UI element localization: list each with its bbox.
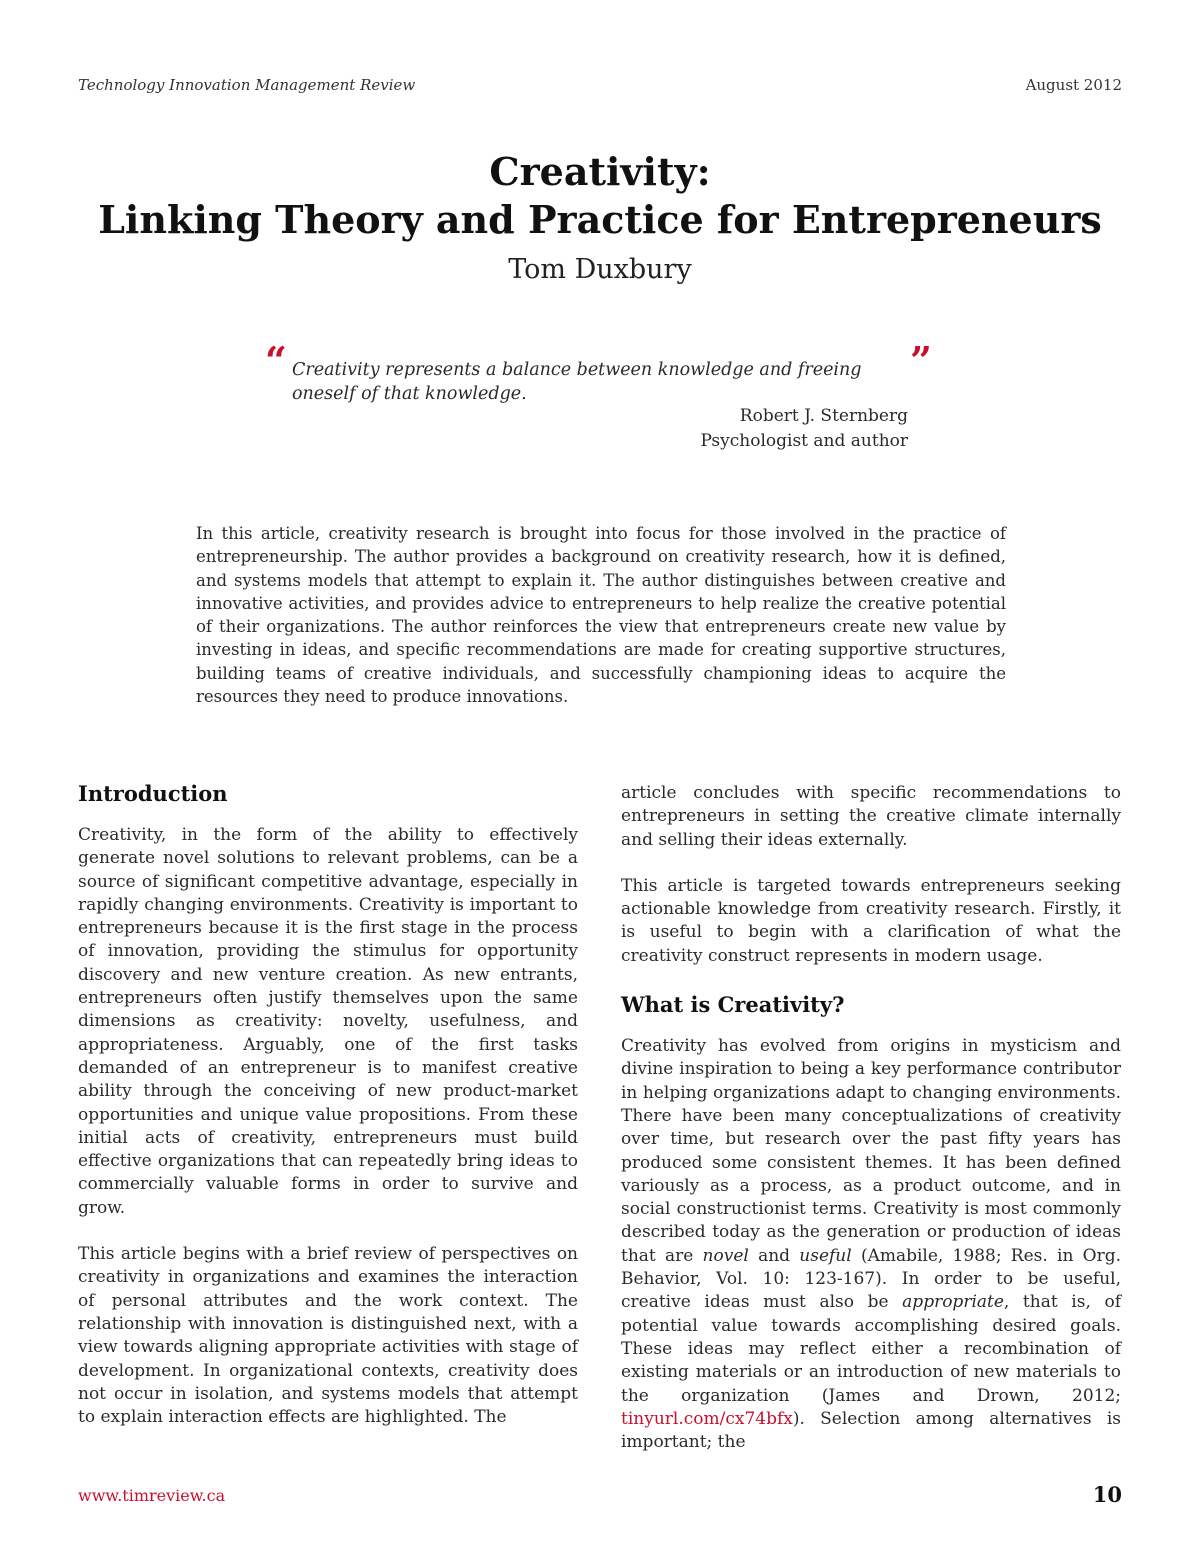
attribution-name: Robert J. Sternberg [739, 406, 908, 426]
article-title-line1: Creativity: [489, 149, 711, 194]
author-name: Tom Duxbury [508, 254, 692, 285]
text-span: , that is, of potential value towards accomplishing desired goals. These ideas may reflect either a recombination of existing materials or an introduction of new materials to the organization (James and Drown, 2012; [621, 1292, 1121, 1406]
emphasis-appropriate: appropriate [902, 1292, 1004, 1313]
close-quote-icon: ” [910, 338, 932, 383]
title-block [0, 148, 1200, 288]
right-column [621, 782, 1121, 1477]
epigraph-quote [265, 338, 935, 462]
page-number: 10 [1092, 1482, 1122, 1507]
section-heading-introduction: Introduction [78, 781, 228, 806]
text-span: Creativity has evolved from origins in mysticism and divine inspiration to being a key performance contributor in helping organizations adapt to changing environments. There have been many conceptualizations of creativity over time, but research over the past fifty years has produced some consistent themes. It has been defined variously as a process, as a product outcome, and in social constructionist terms. Creativity is most commonly described today as the generation or production of ideas that are [621, 1036, 1121, 1266]
quote-text: Creativity represents a balance between knowledge and freeing oneself of that knowledge. [292, 360, 862, 404]
paragraph: Creativity, in the form of the ability to effectively generate novel solutions to relevant problems, can be a source of significant competitive advantage, especially in rapidly changing environments. Creativity is important to entrepreneurs because it is the first stage in the process of innovation, providing the stimulus for opportunity discovery and new venture creation. As new entrants, entrepreneurs often justify themselves upon the same dimensions as creativity: novelty, usefulness, and appropriateness. Arguably, one of the first tasks demanded of an entrepreneur is to manifest creative ability through the conceiving of new product-market opportunities and unique value propositions. From these initial acts of creativity, entrepreneurs must build effective organizations that can repeatedly bring ideas to commercially valuable forms in order to survive and grow. [78, 825, 578, 1218]
article-title-line2: Linking Theory and Practice for Entrepreneurs [98, 197, 1102, 242]
issue-date: August 2012 [1025, 76, 1122, 94]
journal-name: Technology Innovation Management Review [78, 76, 416, 94]
paragraph: This article is targeted towards entrepreneurs seeking actionable knowledge from creativity research. Firstly, it is useful to begin with a clarification of what the creativity construct represents in modern usage. [621, 875, 1121, 966]
emphasis-useful: useful [799, 1245, 852, 1266]
quote-attribution [700, 404, 908, 454]
attribution-role: Psychologist and author [700, 431, 908, 451]
paragraph: article concludes with specific recommendations to entrepreneurs in setting the creative climate internally and selling their ideas externally. [621, 783, 1121, 850]
footer-website-link[interactable]: www.timreview.ca [78, 1486, 226, 1505]
text-span: (Amabile, 1988; Res. in Org. Behavior, Vol. 10: 123-167). In order to be useful, creative ideas must also be [621, 1245, 1121, 1313]
text-span: ). Selection among alternatives is important; the [621, 1408, 1121, 1453]
paragraph: This article begins with a brief review of perspectives on creativity in organizations and examines the interaction of personal attributes and the work context. The relationship with innovation is distinguished next, with a view towards aligning appropriate activities with stage of development. In organizational contexts, creativity does not occur in isolation, and systems models that attempt to explain interaction effects are highlighted. The [78, 1244, 578, 1428]
section-heading-what-is-creativity: What is Creativity? [621, 992, 845, 1018]
text-span: and [748, 1245, 800, 1266]
abstract: In this article, creativity research is brought into focus for those involved in the practice of entrepreneurship. The author provides a background on creativity research, how it is defined, and systems models that attempt to explain it. The author distinguishes between creative and innovative activities, and provides advice to entrepreneurs to help realize the creative potential of their organizations. The author reinforces the view that entrepreneurs create new value by investing in ideas, and specific recommendations are made for creating supportive structures, building teams of creative individuals, and successfully championing ideas to acquire the resources they need to produce innovations. [196, 524, 1006, 707]
left-column [78, 780, 578, 1452]
reference-link[interactable]: tinyurl.com/cx74bfx [621, 1408, 793, 1429]
emphasis-novel: novel [702, 1245, 749, 1266]
open-quote-icon: “ [265, 338, 287, 383]
paragraph [621, 1035, 1121, 1454]
